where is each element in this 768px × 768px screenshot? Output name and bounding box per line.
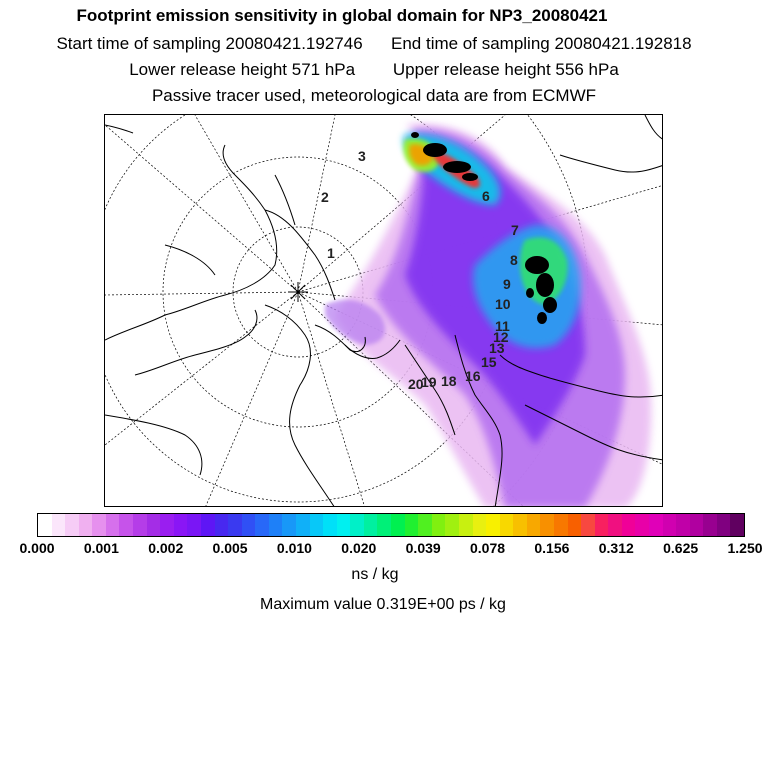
- colorbar-segment: [65, 514, 79, 536]
- colorbar-segment: [323, 514, 337, 536]
- colorbar-segment: [649, 514, 663, 536]
- colorbar-segment: [663, 514, 677, 536]
- colorbar-segment: [418, 514, 432, 536]
- day-label-7: 7: [511, 222, 519, 238]
- colorbar-ticks: [0, 540, 768, 558]
- colorbar-segment: [79, 514, 93, 536]
- colorbar-segment: [635, 514, 649, 536]
- upper-release-height: Upper release height 556 hPa: [392, 60, 619, 79]
- day-label-11: 11: [495, 318, 510, 334]
- day-label-1: 1: [327, 245, 335, 261]
- colorbar-segment: [595, 514, 609, 536]
- colorbar-segment: [201, 514, 215, 536]
- day-label-8: 8: [510, 252, 518, 268]
- colorbar-segment: [500, 514, 514, 536]
- colorbar-segment: [405, 514, 419, 536]
- colorbar-segment: [364, 514, 378, 536]
- lower-release-height: Lower release height 571 hPa: [129, 60, 356, 79]
- colorbar-segment: [215, 514, 229, 536]
- end-time: End time of sampling 20080421.192818: [391, 34, 692, 53]
- colorbar-tick-label: 0.005: [212, 540, 248, 556]
- colorbar-segment: [282, 514, 296, 536]
- colorbar-segment: [622, 514, 636, 536]
- colorbar-segment: [296, 514, 310, 536]
- colorbar-segment: [255, 514, 269, 536]
- colorbar-segment: [459, 514, 473, 536]
- colorbar-segment: [52, 514, 66, 536]
- colorbar-segment: [133, 514, 147, 536]
- colorbar-segment: [106, 514, 120, 536]
- colorbar-segment: [554, 514, 568, 536]
- day-label-16: 16: [465, 368, 481, 384]
- day-label-2: 2: [321, 189, 329, 205]
- colorbar-segment: [432, 514, 446, 536]
- colorbar-segment: [174, 514, 188, 536]
- day-label-6: 6: [482, 188, 490, 204]
- colorbar-segment: [119, 514, 133, 536]
- colorbar-segment: [703, 514, 717, 536]
- colorbar-segment: [92, 514, 106, 536]
- plot-title: Footprint emission sensitivity in global domain for NP3_20080421: [76, 6, 608, 25]
- colorbar-segment: [608, 514, 622, 536]
- colorbar-segment: [147, 514, 161, 536]
- colorbar-segment: [540, 514, 554, 536]
- colorbar-tick-label: 0.010: [276, 540, 312, 556]
- colorbar-segment: [473, 514, 487, 536]
- tracer-note: Passive tracer used, meteorological data are from ECMWF: [151, 86, 597, 105]
- start-time: Start time of sampling 20080421.192746: [56, 34, 363, 53]
- day-label-13: 13: [489, 340, 505, 356]
- colorbar-segment: [187, 514, 201, 536]
- map-canvas: [105, 115, 663, 507]
- colorbar-segment: [568, 514, 582, 536]
- colorbar-tick-label: 0.001: [83, 540, 119, 556]
- colorbar: [37, 513, 745, 537]
- colorbar-tick-label: 1.250: [727, 540, 763, 556]
- maximum-value: Maximum value 0.319E+00 ps / kg: [260, 596, 506, 613]
- colorbar-segment: [676, 514, 690, 536]
- colorbar-segment: [513, 514, 527, 536]
- day-label-9: 9: [503, 276, 511, 292]
- colorbar-segment: [445, 514, 459, 536]
- colorbar-segment: [160, 514, 174, 536]
- colorbar-segment: [486, 514, 500, 536]
- day-label-3: 3: [358, 148, 366, 164]
- colorbar-tick-label: 0.625: [663, 540, 699, 556]
- colorbar-units: ns / kg: [351, 566, 399, 583]
- colorbar-segment: [269, 514, 283, 536]
- day-label-10: 10: [495, 296, 511, 312]
- colorbar-tick-label: 0.039: [405, 540, 441, 556]
- colorbar-segment: [730, 514, 744, 536]
- colorbar-segment: [690, 514, 704, 536]
- colorbar-tick-label: 0.078: [470, 540, 506, 556]
- colorbar-segment: [38, 514, 52, 536]
- colorbar-segment: [310, 514, 324, 536]
- day-label-19: 19: [421, 374, 437, 390]
- colorbar-segment: [717, 514, 731, 536]
- colorbar-tick-label: 0.002: [148, 540, 184, 556]
- colorbar-tick-label: 0.020: [341, 540, 377, 556]
- colorbar-segment: [228, 514, 242, 536]
- colorbar-segment: [242, 514, 256, 536]
- colorbar-segment: [377, 514, 391, 536]
- colorbar-segment: [391, 514, 405, 536]
- footprint-map: [104, 114, 663, 507]
- colorbar-tick-label: 0.312: [598, 540, 634, 556]
- day-label-15: 15: [481, 354, 497, 370]
- release-heights: [0, 60, 758, 80]
- release-point-marker: [288, 282, 308, 302]
- colorbar-segment: [527, 514, 541, 536]
- emission-plume: [325, 124, 651, 507]
- colorbar-segment: [337, 514, 351, 536]
- day-label-20: 20: [408, 376, 424, 392]
- sampling-times: [0, 34, 758, 54]
- colorbar-tick-label: 0.156: [534, 540, 570, 556]
- day-label-12: 12: [493, 329, 509, 345]
- colorbar-segment: [581, 514, 595, 536]
- colorbar-segment: [350, 514, 364, 536]
- day-label-18: 18: [441, 373, 457, 389]
- colorbar-tick-label: 0.000: [19, 540, 55, 556]
